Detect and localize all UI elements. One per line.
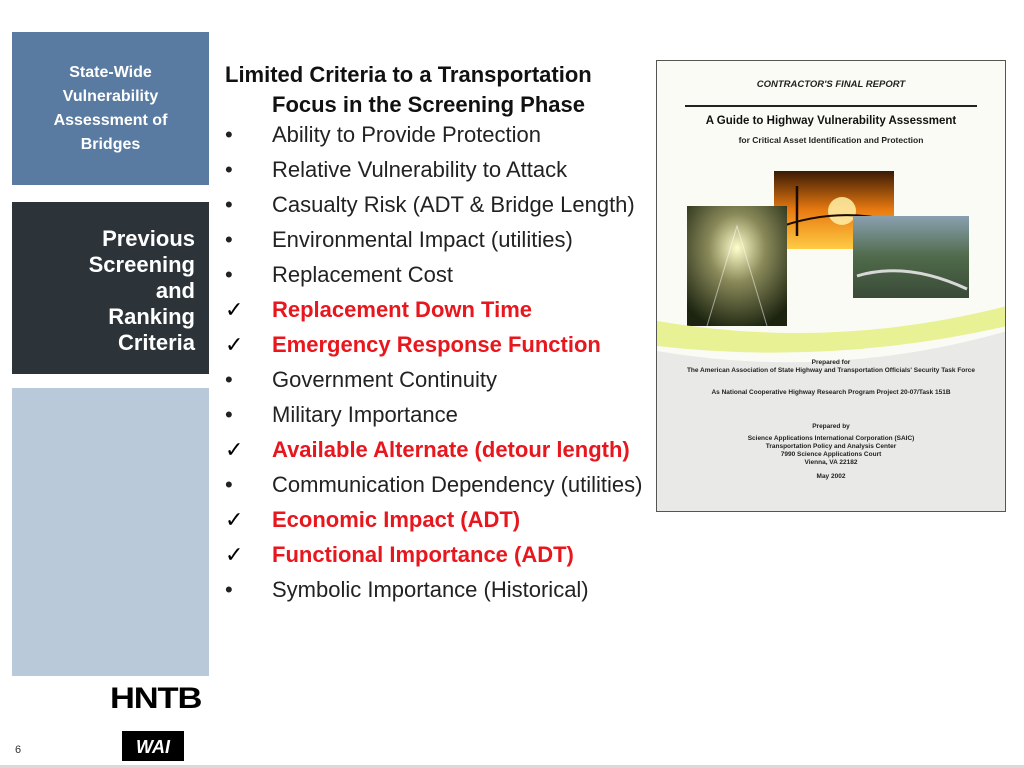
section-title-line: Ranking (108, 304, 195, 329)
report-cover-image (656, 60, 1006, 512)
criteria-item-text: Economic Impact (ADT) (272, 507, 521, 532)
checkmark-icon: ✓ (225, 437, 244, 462)
criteria-item (225, 579, 655, 600)
criteria-item (225, 544, 655, 565)
tunnel-photo (687, 206, 787, 326)
section-title-line: Screening (88, 252, 195, 277)
criteria-item (225, 264, 655, 285)
cover-org-1: Science Applications International Corporation (SAIC) (747, 435, 915, 442)
criteria-item (225, 299, 655, 320)
bullet-icon: • (225, 402, 233, 427)
criteria-item-text: Functional Importance (ADT) (272, 542, 574, 567)
criteria-item (225, 474, 655, 495)
heading-line-1: Limited Criteria to a Transportation (225, 62, 592, 87)
city-interchange-photo (853, 216, 969, 298)
bullet-icon: • (225, 472, 233, 497)
cover-project: As National Cooperative Highway Research Program Project 20-07/Task 151B (711, 389, 951, 396)
criteria-item (225, 439, 655, 460)
criteria-item-text: Emergency Response Function (272, 332, 601, 357)
slide-heading (225, 60, 655, 120)
cover-address-2: Vienna, VA 22182 (804, 459, 858, 466)
checkmark-icon: ✓ (225, 297, 244, 322)
criteria-item-text: Relative Vulnerability to Attack (272, 157, 568, 182)
cover-prepared-by-label: Prepared by (812, 423, 850, 430)
bullet-icon: • (225, 122, 233, 147)
wai-logo-text: WAI (136, 737, 170, 757)
section-title-line: and (155, 278, 195, 303)
decorative-panel (12, 388, 209, 676)
criteria-item (225, 124, 655, 145)
cover-address-1: 7990 Science Applications Court (780, 451, 882, 458)
cover-subtitle: for Critical Asset Identification and Protection (738, 135, 924, 145)
bullet-icon: • (225, 157, 233, 182)
bullet-icon: • (225, 367, 233, 392)
criteria-item-text: Government Continuity (272, 367, 497, 392)
criteria-item (225, 334, 655, 355)
hntb-logo: HNTB (110, 682, 202, 715)
criteria-item-text: Replacement Down Time (272, 297, 532, 322)
section-title-line: Criteria (117, 330, 195, 355)
checkmark-icon: ✓ (225, 542, 244, 567)
cover-prepared-for-label: Prepared for (811, 359, 851, 366)
cover-title: A Guide to Highway Vulnerability Assessment (705, 115, 957, 127)
section-title-box (12, 202, 209, 374)
criteria-item (225, 404, 655, 425)
criteria-item (225, 194, 655, 215)
criteria-item-text: Replacement Cost (272, 262, 453, 287)
criteria-item-text: Ability to Provide Protection (272, 122, 542, 147)
criteria-item (225, 369, 655, 390)
criteria-item-text: Symbolic Importance (Historical) (272, 577, 589, 602)
bullet-icon: • (225, 577, 233, 602)
criteria-item (225, 159, 655, 180)
criteria-item-text: Available Alternate (detour length) (272, 437, 630, 462)
presentation-title-box (12, 32, 209, 185)
sun-shape (828, 197, 856, 225)
criteria-item (225, 229, 655, 250)
cover-date: May 2002 (816, 473, 846, 480)
checkmark-icon: ✓ (225, 332, 244, 357)
wai-logo (122, 731, 184, 761)
criteria-item-text: Casualty Risk (ADT & Bridge Length) (272, 192, 635, 217)
criteria-item-text: Military Importance (272, 402, 458, 427)
bullet-icon: • (225, 262, 233, 287)
bullet-icon: • (225, 227, 233, 252)
bullet-icon: • (225, 192, 233, 217)
page-number: 6 (15, 744, 22, 756)
main-content (225, 60, 655, 614)
cover-org-2: Transportation Policy and Analysis Center (765, 443, 897, 450)
criteria-item (225, 509, 655, 530)
presentation-title: State-Wide Vulnerability Assessment of Bridges (53, 63, 168, 153)
checkmark-icon: ✓ (225, 507, 244, 532)
heading-line-2: Focus in the Screening Phase (272, 92, 585, 117)
criteria-item-text: Communication Dependency (utilities) (272, 472, 643, 497)
cover-header: CONTRACTOR'S FINAL REPORT (756, 79, 906, 90)
criteria-list (225, 124, 655, 600)
criteria-item-text: Environmental Impact (utilities) (272, 227, 573, 252)
cover-prepared-for: The American Association of State Highway and Transportation Officials' Security Task Force (686, 367, 976, 374)
section-title-line: Previous (102, 226, 195, 251)
